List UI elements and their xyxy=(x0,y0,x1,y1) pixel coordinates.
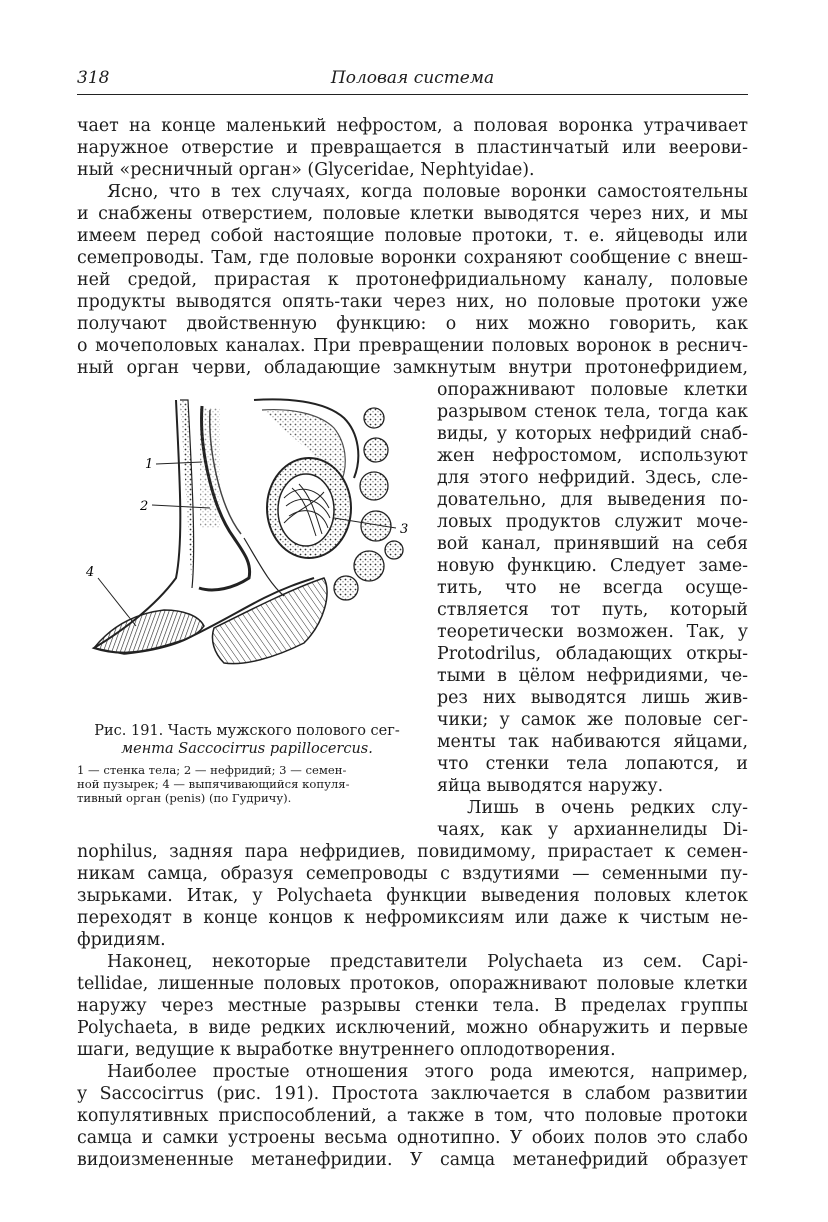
leader-1: 1 xyxy=(145,457,154,472)
text-line: копулятивных приспособлений, а также в том, что половые протоки xyxy=(77,1106,748,1126)
text-line: виды, у которых нефридий снаб- xyxy=(437,424,748,444)
header-rule xyxy=(77,94,748,95)
leader-4: 4 xyxy=(86,565,95,580)
text-line: ный «ресничный орган» (Glyceridae, Nephtyidae). xyxy=(77,160,535,180)
text-line: самца и самки устроены весьма однотипно. У обоих полов это слабо xyxy=(77,1128,748,1148)
leader-2: 2 xyxy=(140,499,149,514)
anatomical-figure xyxy=(84,388,414,698)
text-line: вой канал, принявший на себя xyxy=(437,534,748,554)
text-line: тыми в цёлом нефридиями, че- xyxy=(437,666,748,686)
page-number: 318 xyxy=(77,68,110,88)
text-line: ловых продуктов служит моче- xyxy=(437,512,748,532)
text-line: получают двойственную функцию: о них можно говорить, как xyxy=(77,314,748,334)
text-line: Polychaeta, в виде редких исключений, можно обнаружить и первые xyxy=(77,1018,748,1038)
text-line: что стенки тела лопаются, и xyxy=(437,754,748,774)
text-line: никам самца, образуя семепроводы с вздутиями — семенными пу- xyxy=(77,864,748,884)
text-line: ней средой, прирастая к протонефридиальному каналу, половые xyxy=(77,270,748,290)
text-line: Лишь в очень редких слу- xyxy=(467,798,748,818)
text-line: о мочеполовых каналах. При превращении половых воронок в реснич- xyxy=(77,336,748,356)
text-line: tellidae, лишенные половых протоков, опоражнивают половые клетки xyxy=(77,974,748,994)
text-line: семепроводы. Там, где половые воронки сохраняют сообщение с внеш- xyxy=(77,248,748,268)
text-line: чает на конце маленький нефростом, а половая воронка утрачивает xyxy=(77,116,748,136)
text-line: nophilus, задняя пара нефридиев, повидимому, прирастает к семен- xyxy=(77,842,748,862)
text-line: Наиболее простые отношения этого рода имеются, например, xyxy=(107,1062,748,1082)
text-line: переходят в конце концов к нефромиксиям или даже к чистым не- xyxy=(77,908,748,928)
text-line: жен нефростомом, используют xyxy=(437,446,748,466)
text-line: зырьками. Итак, у Polychaeta функции выведения половых клеток xyxy=(77,886,748,906)
figure-legend-line: 1 — стенка тела; 2 — нефридий; 3 — семен- xyxy=(77,763,347,777)
text-line: видоизмененные метанефридии. У самца метанефридий образует xyxy=(77,1150,748,1170)
text-line: яйца выводятся наружу. xyxy=(437,776,664,796)
text-line: опоражнивают половые клетки xyxy=(437,380,748,400)
text-line: ствляется тот путь, который xyxy=(437,600,748,620)
text-line: Наконец, некоторые представители Polychaeta из сем. Capi- xyxy=(107,952,748,972)
text-line: менты так набиваются яйцами, xyxy=(437,732,748,752)
figure-legend-line: тивный орган (penis) (по Гудричу). xyxy=(77,791,292,805)
text-line: и снабжены отверстием, половые клетки выводятся через них, и мы xyxy=(77,204,748,224)
running-title: Половая система xyxy=(330,68,495,88)
text-line: новую функцию. Следует заме- xyxy=(437,556,748,576)
text-line: тить, что не всегда осуще- xyxy=(437,578,748,598)
text-line: разрывом стенок тела, тогда как xyxy=(437,402,748,422)
text-line: имеем перед собой настоящие половые протоки, т. е. яйцеводы или xyxy=(77,226,748,246)
leader-3: 3 xyxy=(400,522,409,537)
text-line: наружу через местные разрывы стенки тела. В пределах группы xyxy=(77,996,748,1016)
text-line: чики; у самок же половые сег- xyxy=(437,710,748,730)
figure-caption-title: Рис. 191. Часть мужского полового сег- xyxy=(94,723,400,739)
text-line: наружное отверстие и превращается в пластинчатый или веерови‑ xyxy=(77,138,748,158)
text-line: теоретически возможен. Так, у xyxy=(437,622,748,642)
text-line: довательно, для выведения по- xyxy=(437,490,748,510)
figure-caption-subtitle: мента Saccocirrus papillocercus. xyxy=(121,741,373,757)
page-header xyxy=(77,68,748,92)
figure-legend-line: ной пузырек; 4 — выпячивающийся копуля- xyxy=(77,777,350,791)
text-line: ный орган черви, обладающие замкнутым внутри протонефридием, xyxy=(77,358,748,378)
text-line: чаях, как у архианнелиды Di- xyxy=(437,820,748,840)
text-line: продукты выводятся опять-таки через них, но половые протоки уже xyxy=(77,292,748,312)
text-line: у Saccocirrus (рис. 191). Простота заключается в слабом развитии xyxy=(77,1084,748,1104)
text-line: для этого нефридий. Здесь, сле- xyxy=(437,468,748,488)
text-line: фридиям. xyxy=(77,930,166,950)
text-line: шаги, ведущие к выработке внутреннего оплодотворения. xyxy=(77,1040,616,1060)
text-line: Protodrilus, обладающих откры- xyxy=(437,644,748,664)
text-line: Ясно, что в тех случаях, когда половые воронки самостоятельны xyxy=(107,182,748,202)
text-line: рез них выводятся лишь жив- xyxy=(437,688,748,708)
